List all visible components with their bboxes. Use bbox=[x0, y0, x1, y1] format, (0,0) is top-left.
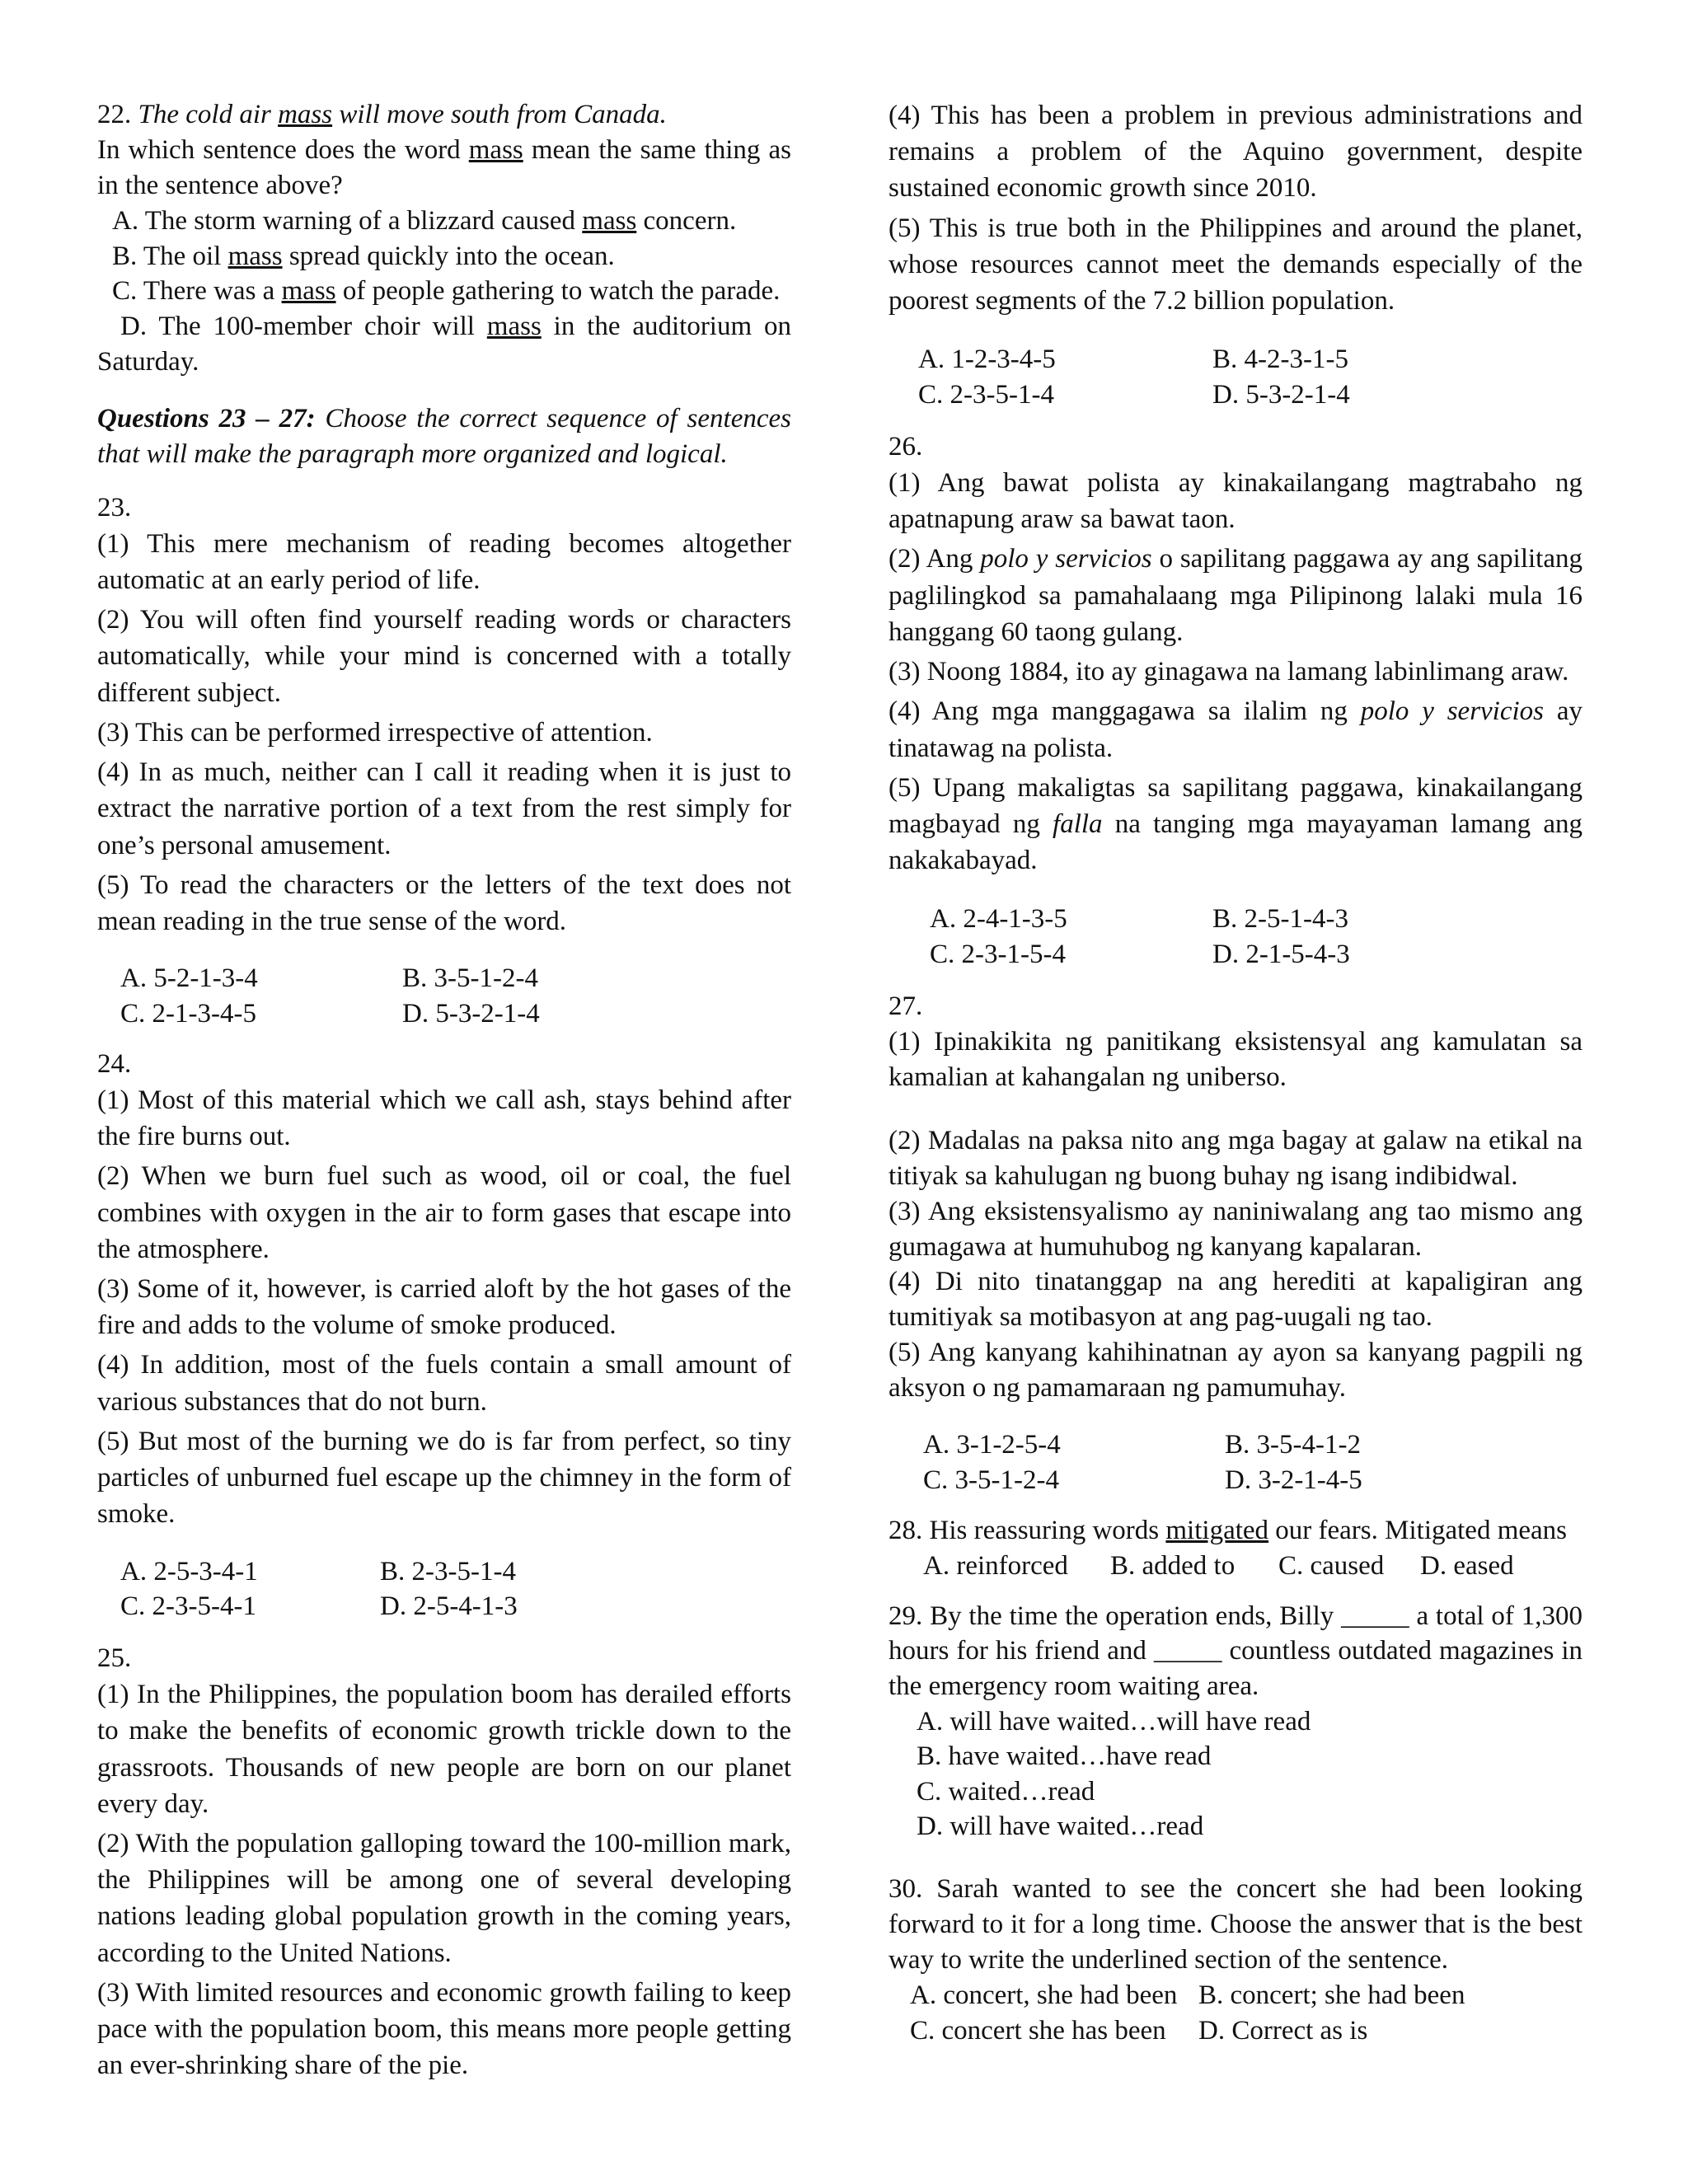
q25-option-c[interactable]: C. 2-3-5-1-4 bbox=[918, 380, 1054, 410]
q25-options bbox=[889, 342, 1582, 413]
q26-s4-pre: (4) Ang mga manggagawa sa ilalim ng bbox=[889, 696, 1361, 727]
q28-option-c[interactable]: C. caused bbox=[1278, 1550, 1385, 1581]
q30-stem: 30. Sarah wanted to see the concert she had been looking forward to it for a long time. Choose the answer that is the best way to write the underlined section of the sentence. bbox=[889, 1874, 1582, 1975]
q29-option-b[interactable]: B. have waited…have read bbox=[917, 1741, 1212, 1772]
q25-sentence-2: (2) With the population galloping toward the 100-million mark, the Philippines will be among one of several developing nations leading global population growth in the coming years, according to the United Nations. bbox=[97, 1829, 791, 1968]
q28-option-b[interactable]: B. added to bbox=[1110, 1550, 1236, 1581]
q22-sentence-word: mass bbox=[278, 100, 333, 129]
q22-sentence-post: will move south from Canada. bbox=[332, 100, 667, 129]
q28-stem-word: mitigated bbox=[1165, 1515, 1269, 1545]
q22-option-c[interactable] bbox=[97, 274, 791, 309]
q24-option-d[interactable]: D. 2-5-4-1-3 bbox=[380, 1591, 518, 1622]
q25-option-d[interactable]: D. 5-3-2-1-4 bbox=[1212, 380, 1350, 410]
q27-option-b[interactable]: B. 3-5-4-1-2 bbox=[1225, 1429, 1361, 1460]
q23-sentence-2: (2) You will often find yourself reading words or characters automatically, while your mind is concerned with a totally different subject. bbox=[97, 605, 791, 708]
question-22 bbox=[97, 97, 791, 380]
q27-sentence-3: (3) Ang eksistensyalismo ay naniniwalang ang tao mismo ang gumagawa at humuhubog ng kanyang kapalaran. bbox=[889, 1196, 1582, 1262]
instructions-label: Questions 23 – 27: bbox=[97, 404, 316, 434]
q26-sentence-5 bbox=[889, 770, 1582, 879]
q24-number: 24. bbox=[97, 1048, 132, 1079]
q25-option-b[interactable]: B. 4-2-3-1-5 bbox=[1212, 344, 1348, 375]
q22-number: 22. bbox=[97, 100, 132, 129]
question-30 bbox=[889, 1872, 1582, 2048]
q22-a-word: mass bbox=[582, 205, 637, 236]
q29-option-d[interactable]: D. will have waited…read bbox=[917, 1811, 1204, 1841]
q28-option-a[interactable]: A. reinforced bbox=[923, 1550, 1068, 1581]
q26-s5-post: na tanging mga mayayaman lamang ang nakakabayad. bbox=[889, 808, 1583, 876]
q24-sentence-3: (3) Some of it, however, is carried aloft by the hot gases of the fire and adds to the volume of smoke produced. bbox=[97, 1273, 791, 1341]
q26-s4-post: ay tinatawag na polista. bbox=[889, 696, 1582, 763]
question-23 bbox=[97, 490, 791, 1032]
q23-sentence-4: (4) In as much, neither can I call it reading when it is just to extract the narrative portion of a text from the rest simply for one’s personal amusement. bbox=[97, 757, 791, 860]
q22-c-pre: C. There was a bbox=[112, 276, 282, 307]
q26-sentence-4 bbox=[889, 693, 1582, 766]
q26-s2-italic: polo y servicios bbox=[980, 544, 1152, 574]
q22-prompt-word: mass bbox=[468, 134, 523, 165]
q23-sentence-3: (3) This can be performed irrespective of attention. bbox=[97, 717, 653, 748]
q22-c-word: mass bbox=[281, 276, 336, 307]
question-28 bbox=[889, 1513, 1582, 1584]
q24-option-c[interactable]: C. 2-3-5-4-1 bbox=[120, 1591, 256, 1622]
q23-number: 23. bbox=[97, 492, 132, 523]
q22-sentence-pre: The cold air bbox=[138, 100, 279, 129]
q27-sentence-4: (4) Di nito tinatanggap na ang herediti at kapaligiran ang tumitiyak sa motibasyon at ang pag-uugali ng tao. bbox=[889, 1267, 1582, 1333]
question-27 bbox=[889, 989, 1582, 1498]
q29-option-c[interactable]: C. waited…read bbox=[917, 1776, 1095, 1807]
q22-d-word: mass bbox=[486, 312, 542, 342]
q26-sentence-1: (1) Ang bawat polista ay kinakailangang magtrabaho ng apatnapung araw sa bawat taon. bbox=[889, 467, 1582, 535]
q23-option-c[interactable]: C. 2-1-3-4-5 bbox=[120, 999, 256, 1029]
q28-stem-post: our fears. Mitigated means bbox=[1268, 1515, 1567, 1545]
question-25 bbox=[97, 1641, 791, 2083]
q26-s5-pre: (5) Upang makaligtas sa sapilitang paggawa, kinakailangang magbayad ng bbox=[889, 772, 1582, 839]
q26-s4-italic: polo y servicios bbox=[1360, 696, 1545, 727]
q28-options bbox=[889, 1549, 1582, 1584]
q28-option-d[interactable]: D. eased bbox=[1420, 1550, 1514, 1581]
q27-sentence-1: (1) Ipinakikita ng panitikang eksistensyal ang kamulatan sa kamalian at kahangalan ng uniberso. bbox=[889, 1027, 1582, 1092]
q25-number: 25. bbox=[97, 1643, 132, 1674]
question-25-continued bbox=[889, 97, 1582, 413]
q23-option-a[interactable]: A. 5-2-1-3-4 bbox=[120, 963, 258, 994]
q22-d-pre: D. The 100-member choir will bbox=[120, 312, 487, 342]
q24-option-b[interactable]: B. 2-3-5-1-4 bbox=[380, 1556, 516, 1586]
q30-options bbox=[889, 1978, 1582, 2049]
q27-option-a[interactable]: A. 3-1-2-5-4 bbox=[923, 1429, 1061, 1460]
q22-option-d[interactable] bbox=[97, 309, 791, 380]
q22-a-pre: A. The storm warning of a blizzard caused bbox=[112, 205, 583, 236]
q22-b-pre: B. The oil bbox=[112, 241, 228, 271]
q22-a-post: concern. bbox=[636, 205, 737, 236]
q22-option-a[interactable] bbox=[97, 204, 791, 239]
q27-option-d[interactable]: D. 3-2-1-4-5 bbox=[1225, 1465, 1362, 1495]
q30-option-c[interactable]: C. concert she has been bbox=[910, 2015, 1166, 2046]
question-24 bbox=[97, 1047, 791, 1624]
q26-s2-post: o sapilitang paggawa ay ang sapilitang paglilingkod sa pamahalaang mga Pilipinong lalaki mula 16 hanggang 60 taong gulang. bbox=[889, 544, 1582, 647]
q22-prompt-post: mean the same thing as in the sentence above? bbox=[97, 134, 791, 200]
q22-prompt-pre: In which sentence does the word bbox=[97, 134, 469, 165]
q22-sentence bbox=[97, 97, 791, 133]
q24-sentence-4: (4) In addition, most of the fuels contain a small amount of various substances that do not burn. bbox=[97, 1350, 791, 1417]
q23-sentence-1: (1) This mere mechanism of reading becomes altogether automatic at an early period of life. bbox=[97, 528, 791, 596]
q24-option-a[interactable]: A. 2-5-3-4-1 bbox=[120, 1556, 258, 1586]
q22-d-post: in the auditorium on Saturday. bbox=[97, 312, 791, 377]
q24-sentence-2: (2) When we burn fuel such as wood, oil or coal, the fuel combines with oxygen in the air to form gases that escape into the atmosphere. bbox=[97, 1161, 791, 1264]
q27-option-c[interactable]: C. 3-5-1-2-4 bbox=[923, 1465, 1059, 1495]
q23-option-d[interactable]: D. 5-3-2-1-4 bbox=[402, 999, 540, 1029]
instructions-text: Choose the correct sequence of sentences that will make the paragraph more organized and logical. bbox=[97, 404, 791, 470]
instructions-23-27 bbox=[97, 401, 791, 472]
q29-option-a[interactable]: A. will have waited…will have read bbox=[917, 1707, 1311, 1737]
q30-option-b[interactable]: B. concert; she had been bbox=[1198, 1980, 1465, 2010]
q26-number: 26. bbox=[889, 432, 923, 462]
q25-sentence-1: (1) In the Philippines, the population boom has derailed efforts to make the benefits of economic growth trickle down to the grassroots. Thousands of new people are born on our planet every day. bbox=[97, 1680, 791, 1819]
q28-stem-pre: 28. His reassuring words bbox=[889, 1515, 1166, 1545]
q23-option-b[interactable]: B. 3-5-1-2-4 bbox=[402, 963, 538, 994]
q22-b-post: spread quickly into the ocean. bbox=[282, 241, 615, 271]
q26-s5-italic: falla bbox=[1053, 808, 1103, 839]
q26-options bbox=[889, 902, 1582, 972]
q23-options bbox=[97, 961, 791, 1032]
q26-option-b[interactable]: B. 2-5-1-4-3 bbox=[1212, 904, 1348, 935]
q28-stem bbox=[889, 1513, 1582, 1549]
q26-option-a[interactable]: A. 2-4-1-3-5 bbox=[930, 904, 1067, 935]
q24-sentence-1: (1) Most of this material which we call ash, stays behind after the fire burns out. bbox=[97, 1085, 791, 1152]
q26-s2-pre: (2) Ang bbox=[889, 544, 981, 574]
q30-option-a[interactable]: A. concert, she had been bbox=[910, 1980, 1178, 2010]
q24-options bbox=[97, 1554, 791, 1625]
q25-sentence-3: (3) With limited resources and economic growth failing to keep pace with the population boom, this means more people getting an ever-shrinking share of the pie. bbox=[97, 1977, 791, 2081]
q27-number: 27. bbox=[889, 991, 923, 1022]
right-column bbox=[889, 97, 1582, 2049]
q26-sentence-2 bbox=[889, 541, 1582, 650]
q25-sentence-4: (4) This has been a problem in previous administrations and remains a problem of the Aquino government, despite sustained economic growth since 2010. bbox=[889, 101, 1582, 204]
q25-option-a[interactable]: A. 1-2-3-4-5 bbox=[918, 344, 1056, 375]
q25-sentence-5: (5) This is true both in the Philippines and around the planet, whose resources cannot meet the demands especially of the poorest segments of the 7.2 billion population. bbox=[889, 213, 1582, 316]
q22-prompt bbox=[97, 133, 791, 204]
q26-option-c[interactable]: C. 2-3-1-5-4 bbox=[930, 940, 1066, 970]
q22-option-b[interactable] bbox=[97, 239, 791, 274]
left-column bbox=[97, 97, 791, 2084]
q29-stem: 29. By the time the operation ends, Billy _____ a total of 1,300 hours for his friend and _____ countless outdated magazines in the emergency room waiting area. bbox=[889, 1601, 1582, 1702]
q26-sentence-3: (3) Noong 1884, ito ay ginagawa na lamang labinlimang araw. bbox=[889, 657, 1569, 687]
question-26 bbox=[889, 429, 1582, 972]
q27-options bbox=[889, 1427, 1582, 1498]
q22-b-word: mass bbox=[227, 241, 283, 271]
q22-c-post: of people gathering to watch the parade. bbox=[335, 276, 781, 307]
q27-sentence-2: (2) Madalas na paksa nito ang mga bagay at galaw na etikal na titiyak sa kahulugan ng buong buhay ng isang indibidwal. bbox=[889, 1125, 1582, 1191]
q30-option-d[interactable]: D. Correct as is bbox=[1198, 2015, 1368, 2046]
q24-sentence-5: (5) But most of the burning we do is far from perfect, so tiny particles of unburned fuel escape up the chimney in the form of smoke. bbox=[97, 1426, 791, 1530]
question-29 bbox=[889, 1599, 1582, 1844]
q23-sentence-5: (5) To read the characters or the letters of the text does not mean reading in the true sense of the word. bbox=[97, 869, 791, 936]
q27-sentence-5: (5) Ang kanyang kahihinatnan ay ayon sa kanyang pagpili ng aksyon o ng pamamaraan ng pamumuhay. bbox=[889, 1338, 1582, 1404]
q26-option-d[interactable]: D. 2-1-5-4-3 bbox=[1212, 940, 1350, 970]
